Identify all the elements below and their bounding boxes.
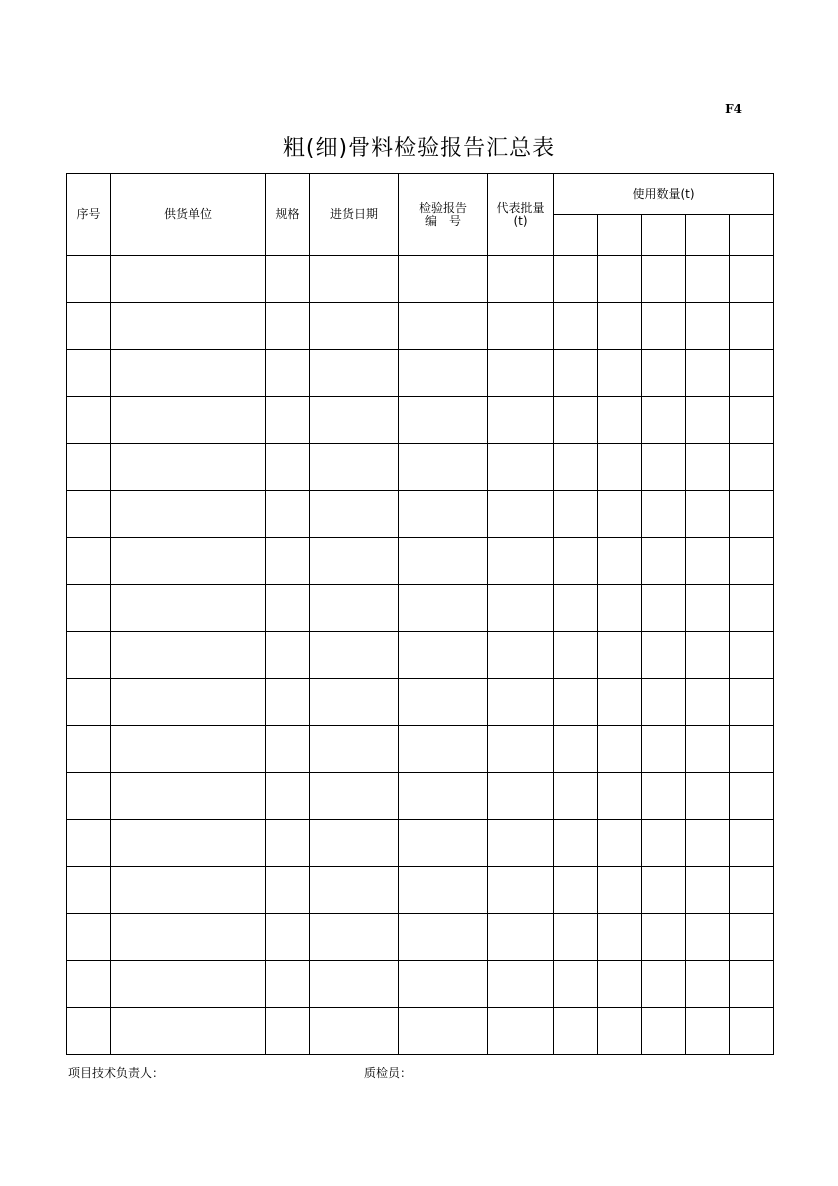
table-cell[interactable] — [310, 679, 399, 726]
table-cell[interactable] — [266, 773, 310, 820]
table-cell[interactable] — [686, 303, 730, 350]
table-cell[interactable] — [310, 632, 399, 679]
table-cell[interactable] — [111, 914, 266, 961]
table-cell[interactable] — [642, 914, 686, 961]
table-cell[interactable] — [266, 867, 310, 914]
table-cell[interactable] — [730, 726, 774, 773]
table-cell[interactable] — [554, 397, 598, 444]
table-cell[interactable] — [642, 961, 686, 1008]
table-cell[interactable] — [598, 585, 642, 632]
table-cell[interactable] — [67, 773, 111, 820]
table-cell[interactable] — [730, 820, 774, 867]
table-cell[interactable] — [310, 961, 399, 1008]
table-cell[interactable] — [598, 303, 642, 350]
table-row — [67, 867, 774, 914]
header-report-no — [399, 174, 488, 256]
table-cell[interactable] — [67, 303, 111, 350]
table-cell[interactable] — [310, 397, 399, 444]
table-row — [67, 350, 774, 397]
table-cell[interactable] — [686, 726, 730, 773]
table-cell[interactable] — [730, 444, 774, 491]
table-cell[interactable] — [310, 303, 399, 350]
table-cell[interactable] — [598, 491, 642, 538]
table-cell[interactable] — [488, 726, 554, 773]
table-cell[interactable] — [399, 867, 488, 914]
table-cell[interactable] — [730, 773, 774, 820]
table-cell[interactable] — [111, 1008, 266, 1055]
table-cell[interactable] — [67, 1008, 111, 1055]
header-supplier: 供货单位 — [111, 174, 266, 256]
form-code: F4 — [725, 102, 742, 116]
table-cell[interactable] — [67, 820, 111, 867]
table-cell[interactable] — [266, 726, 310, 773]
table-cell[interactable] — [67, 867, 111, 914]
table-cell[interactable] — [686, 632, 730, 679]
table-cell[interactable] — [310, 350, 399, 397]
table-cell[interactable] — [554, 1008, 598, 1055]
table-cell[interactable] — [642, 867, 686, 914]
table-cell[interactable] — [554, 914, 598, 961]
table-cell[interactable] — [598, 538, 642, 585]
header-report-no-line1: 检验报告 — [418, 200, 467, 215]
table-row — [67, 914, 774, 961]
table-cell[interactable] — [266, 256, 310, 303]
table-cell[interactable] — [310, 585, 399, 632]
table-cell[interactable] — [686, 491, 730, 538]
table-row — [67, 820, 774, 867]
table-cell[interactable] — [642, 538, 686, 585]
table-cell[interactable] — [642, 632, 686, 679]
table-cell[interactable] — [399, 585, 488, 632]
table-cell[interactable] — [686, 914, 730, 961]
table-cell[interactable] — [598, 679, 642, 726]
table-cell[interactable] — [642, 773, 686, 820]
table-cell[interactable] — [730, 632, 774, 679]
table-cell[interactable] — [399, 256, 488, 303]
table-cell[interactable] — [554, 679, 598, 726]
table-cell[interactable] — [598, 867, 642, 914]
table-cell[interactable] — [310, 773, 399, 820]
table-cell[interactable] — [686, 867, 730, 914]
table-cell[interactable] — [399, 961, 488, 1008]
table-cell[interactable] — [111, 632, 266, 679]
table-cell[interactable] — [686, 961, 730, 1008]
table-cell[interactable] — [111, 726, 266, 773]
table-cell[interactable] — [554, 632, 598, 679]
table-cell[interactable] — [399, 538, 488, 585]
table-cell[interactable] — [266, 444, 310, 491]
table-cell[interactable] — [730, 491, 774, 538]
table-cell[interactable] — [67, 679, 111, 726]
table-cell[interactable] — [598, 914, 642, 961]
usage-subcolumn-header — [730, 215, 774, 256]
page-title: 粗(细)骨料检验报告汇总表 — [282, 136, 556, 161]
table-cell[interactable] — [598, 444, 642, 491]
table-cell[interactable] — [598, 773, 642, 820]
table-cell[interactable] — [686, 1008, 730, 1055]
table-cell[interactable] — [310, 491, 399, 538]
table-cell[interactable] — [111, 303, 266, 350]
usage-subcolumn-header — [642, 215, 686, 256]
table-cell[interactable] — [554, 538, 598, 585]
table-row — [67, 303, 774, 350]
table-cell[interactable] — [642, 350, 686, 397]
table-cell[interactable] — [730, 867, 774, 914]
table-cell[interactable] — [686, 444, 730, 491]
table-cell[interactable] — [642, 679, 686, 726]
table-cell[interactable] — [686, 679, 730, 726]
table-cell[interactable] — [310, 1008, 399, 1055]
table-cell[interactable] — [554, 773, 598, 820]
table-cell[interactable] — [310, 444, 399, 491]
table-row — [67, 444, 774, 491]
table-row — [67, 1008, 774, 1055]
table-cell[interactable] — [310, 256, 399, 303]
table-cell[interactable] — [111, 961, 266, 1008]
table-cell[interactable] — [111, 538, 266, 585]
table-cell[interactable] — [310, 726, 399, 773]
table-cell[interactable] — [111, 256, 266, 303]
table-cell[interactable] — [266, 632, 310, 679]
table-cell[interactable] — [642, 585, 686, 632]
table-cell[interactable] — [399, 820, 488, 867]
table-cell[interactable] — [399, 632, 488, 679]
table-cell[interactable] — [399, 726, 488, 773]
table-cell[interactable] — [488, 585, 554, 632]
header-usage: 使用数量(t) — [554, 174, 774, 215]
table-cell[interactable] — [686, 538, 730, 585]
table-cell[interactable] — [67, 256, 111, 303]
table-cell[interactable] — [554, 820, 598, 867]
table-cell[interactable] — [488, 444, 554, 491]
table-cell[interactable] — [554, 350, 598, 397]
header-report-no-line2: 编 号 — [424, 213, 461, 228]
table-cell[interactable] — [730, 350, 774, 397]
table-cell[interactable] — [399, 1008, 488, 1055]
usage-subcolumn-header — [554, 215, 598, 256]
table-cell[interactable] — [642, 1008, 686, 1055]
table-cell[interactable] — [67, 444, 111, 491]
table-cell[interactable] — [266, 491, 310, 538]
table-cell[interactable] — [598, 397, 642, 444]
table-cell[interactable] — [598, 256, 642, 303]
table-cell[interactable] — [488, 538, 554, 585]
table-cell[interactable] — [266, 350, 310, 397]
table-cell[interactable] — [266, 397, 310, 444]
table-row — [67, 491, 774, 538]
table-cell[interactable] — [488, 632, 554, 679]
table-cell[interactable] — [686, 820, 730, 867]
table-cell[interactable] — [488, 350, 554, 397]
table-cell[interactable] — [686, 256, 730, 303]
table-row — [67, 538, 774, 585]
header-seq: 序号 — [67, 174, 111, 256]
header-delivery-date: 进货日期 — [310, 174, 399, 256]
table-cell[interactable] — [488, 773, 554, 820]
table-cell[interactable] — [554, 726, 598, 773]
table-cell[interactable] — [111, 820, 266, 867]
table-cell[interactable] — [488, 820, 554, 867]
table-cell[interactable] — [642, 491, 686, 538]
table-cell[interactable] — [598, 350, 642, 397]
table-cell[interactable] — [488, 256, 554, 303]
table-cell[interactable] — [67, 914, 111, 961]
table-cell[interactable] — [686, 350, 730, 397]
table-row — [67, 256, 774, 303]
header-batch-line2: (t) — [513, 213, 528, 228]
table-cell[interactable] — [730, 538, 774, 585]
table-cell[interactable] — [554, 867, 598, 914]
table-cell[interactable] — [598, 1008, 642, 1055]
table-cell[interactable] — [266, 1008, 310, 1055]
table-cell[interactable] — [554, 444, 598, 491]
table-cell[interactable] — [67, 397, 111, 444]
table-cell[interactable] — [488, 914, 554, 961]
table-cell[interactable] — [554, 303, 598, 350]
table-row — [67, 961, 774, 1008]
table-cell[interactable] — [111, 350, 266, 397]
table-cell[interactable] — [266, 585, 310, 632]
table-cell[interactable] — [399, 397, 488, 444]
table-cell[interactable] — [488, 679, 554, 726]
table-row — [67, 397, 774, 444]
table-cell[interactable] — [554, 256, 598, 303]
table-cell[interactable] — [642, 303, 686, 350]
header-batch-line1: 代表批量 — [496, 200, 545, 215]
table-row — [67, 726, 774, 773]
table-cell[interactable] — [111, 491, 266, 538]
table-cell[interactable] — [266, 820, 310, 867]
table-cell[interactable] — [310, 538, 399, 585]
table-cell[interactable] — [730, 1008, 774, 1055]
table-cell[interactable] — [642, 256, 686, 303]
table-cell[interactable] — [67, 585, 111, 632]
signature-quality-inspector: 质检员： — [364, 1066, 413, 1080]
table-cell[interactable] — [554, 585, 598, 632]
table-cell[interactable] — [554, 491, 598, 538]
table-cell[interactable] — [67, 538, 111, 585]
table-cell[interactable] — [67, 350, 111, 397]
table-cell[interactable] — [488, 867, 554, 914]
table-cell[interactable] — [111, 679, 266, 726]
table-cell[interactable] — [111, 773, 266, 820]
table-cell[interactable] — [730, 585, 774, 632]
table-cell[interactable] — [399, 679, 488, 726]
table-cell[interactable] — [642, 820, 686, 867]
table-cell[interactable] — [730, 397, 774, 444]
table-cell[interactable] — [730, 303, 774, 350]
table-cell[interactable] — [488, 1008, 554, 1055]
table-cell[interactable] — [111, 585, 266, 632]
table-cell[interactable] — [488, 491, 554, 538]
table-cell[interactable] — [67, 726, 111, 773]
table-cell[interactable] — [266, 303, 310, 350]
table-cell[interactable] — [686, 397, 730, 444]
table-body — [67, 256, 774, 1055]
table-cell[interactable] — [266, 538, 310, 585]
table-cell[interactable] — [488, 961, 554, 1008]
table-cell[interactable] — [554, 961, 598, 1008]
table-cell[interactable] — [598, 632, 642, 679]
table-row — [67, 585, 774, 632]
usage-subcolumn-header — [598, 215, 642, 256]
table-cell[interactable] — [111, 397, 266, 444]
table-cell[interactable] — [730, 914, 774, 961]
table-cell[interactable] — [310, 867, 399, 914]
header-batch — [488, 174, 554, 256]
usage-subcolumn-header — [686, 215, 730, 256]
table-cell[interactable] — [598, 726, 642, 773]
table-cell[interactable] — [67, 961, 111, 1008]
table-cell[interactable] — [598, 961, 642, 1008]
table-cell[interactable] — [730, 679, 774, 726]
table-cell[interactable] — [686, 585, 730, 632]
table-cell[interactable] — [399, 491, 488, 538]
table-cell[interactable] — [266, 914, 310, 961]
table-cell[interactable] — [310, 820, 399, 867]
table-cell[interactable] — [730, 961, 774, 1008]
table-cell[interactable] — [642, 726, 686, 773]
table-cell[interactable] — [642, 444, 686, 491]
table-row — [67, 632, 774, 679]
summary-table — [66, 173, 774, 1055]
header-spec: 规格 — [266, 174, 310, 256]
table-cell[interactable] — [686, 773, 730, 820]
table-cell[interactable] — [67, 632, 111, 679]
table-cell[interactable] — [399, 303, 488, 350]
signature-project-tech-lead: 项目技术负责人： — [68, 1066, 165, 1080]
table-cell[interactable] — [67, 491, 111, 538]
table-row — [67, 679, 774, 726]
table-cell[interactable] — [488, 303, 554, 350]
table-cell[interactable] — [399, 350, 488, 397]
table-cell[interactable] — [598, 820, 642, 867]
table-cell[interactable] — [310, 914, 399, 961]
table-cell[interactable] — [399, 773, 488, 820]
table-cell[interactable] — [111, 444, 266, 491]
table-cell[interactable] — [642, 397, 686, 444]
table-cell[interactable] — [111, 867, 266, 914]
header-row-1 — [67, 174, 774, 215]
table-cell[interactable] — [266, 961, 310, 1008]
table-row — [67, 773, 774, 820]
table-cell[interactable] — [488, 397, 554, 444]
table-cell[interactable] — [730, 256, 774, 303]
table-cell[interactable] — [399, 914, 488, 961]
table-cell[interactable] — [266, 679, 310, 726]
table-cell[interactable] — [399, 444, 488, 491]
